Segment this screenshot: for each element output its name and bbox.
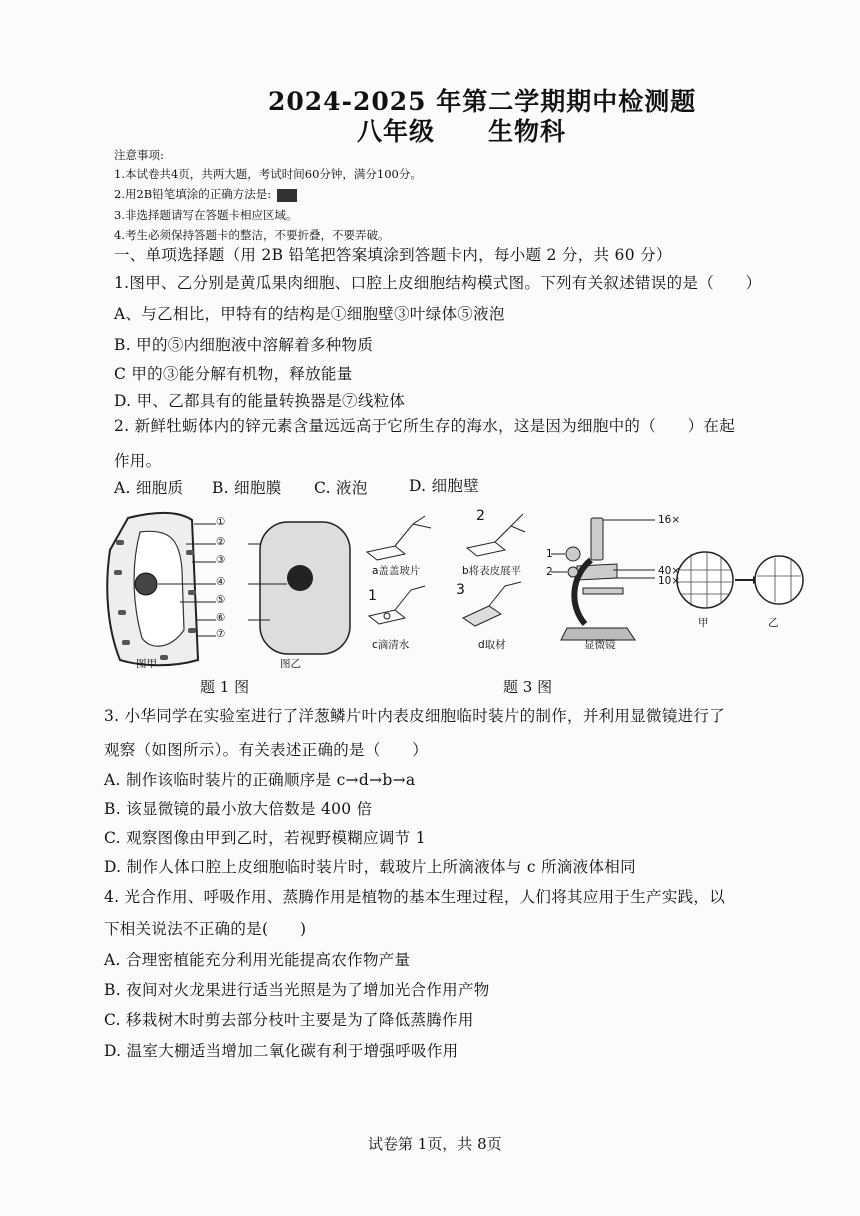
fig3-view-a-label: 甲 [698,617,709,629]
step-c-sketch [369,586,425,624]
q1-option-c: C 甲的③能分解有机物，释放能量 [114,365,353,383]
section-heading: 一、单项选择题（用 2B 铅笔把答案填涂到答题卡内，每小题 2 分，共 60 分） [114,246,672,264]
fig3-step-num-1: 1 [368,588,377,604]
animal-cell-nucleus [287,565,313,591]
q2-stem-1: 2. 新鲜牡蛎体内的锌元素含量远远高于它所生存的海水，这是因为细胞中的（ ）在起 [114,417,736,435]
fig1-num-7: ⑦ [216,628,226,640]
fig1-num-1: ① [216,516,226,528]
fig1-num-5: ⑤ [216,594,226,606]
q3-option-d: D. 制作人体口腔上皮细胞临时装片时，载玻片上所滴液体与 c 所滴液体相同 [104,858,636,876]
fig3-view-b-label: 乙 [768,617,779,629]
q2-stem-2: 作用。 [114,452,162,470]
plant-cell-nucleus [135,573,157,595]
q4-stem-1: 4. 光合作用、呼吸作用、蒸腾作用是植物的基本生理过程，人们将其应用于生产实践，以 [104,888,726,906]
q4-option-a: A. 合理密植能充分利用光能提高农作物产量 [104,951,411,969]
q4-option-b: B. 夜间对火龙果进行适当光照是为了增加光合作用产物 [104,981,490,999]
q3-option-c: C. 观察图像由甲到乙时，若视野模糊应调节 1 [104,829,426,847]
note-4: 4.考生必须保持答题卡的整洁，不要折叠，不要弄破。 [114,228,390,242]
fig3-step-c: c滴清水 [372,639,410,651]
q4-option-d: D. 温室大棚适当增加二氧化碳有利于增强呼吸作用 [104,1042,459,1060]
fig1-caption: 题 1 图 [200,678,250,696]
q2-option-c: C. 液泡 [314,479,368,497]
exam-title: 2024-2025 年第二学期期中检测题 [268,87,697,116]
view-jia-sketch [677,552,733,608]
fig3-mag-ocular: 16× [658,514,681,526]
fig3-mag-obj1: 40× [658,565,681,577]
fig3-caption: 题 3 图 [503,678,553,696]
fig3-step-num-3: 3 [456,582,465,598]
note-2 [114,186,297,202]
fig3-step-d: d取材 [478,639,506,651]
note-3: 3.非选择题请写在答题卡相应区域。 [114,208,298,222]
q1-option-a: A、与乙相比，甲特有的结构是①细胞壁③叶绿体⑤液泡 [114,305,505,323]
fig1-num-3: ③ [216,554,226,566]
fig3-knob-2: 2 [546,566,553,578]
q2-option-a: A. 细胞质 [114,479,184,497]
q2-option-d: D. 细胞壁 [409,477,480,495]
note-2-text: 2.用2B铅笔填涂的正确方法是: [114,187,272,201]
note-1: 1.本试卷共4页，共两大题，考试时间60分钟，满分100分。 [114,167,422,181]
view-yi-sketch [755,556,803,604]
microscope-sketch [551,518,655,640]
fig1-num-2: ② [216,536,226,548]
q3-option-b: B. 该显微镜的最小放大倍数是 400 倍 [104,800,373,818]
q4-option-c: C. 移栽树木时剪去部分枝叶主要是为了降低蒸腾作用 [104,1011,474,1029]
fig1-num-6: ⑥ [216,612,226,624]
fig3-step-b: b将表皮展平 [462,565,522,577]
q4-stem-2: 下相关说法不正确的是( ) [104,920,307,938]
q1-option-d: D. 甲、乙都具有的能量转换器是⑦线粒体 [114,392,406,410]
exam-subject: 生物科 [488,117,567,146]
fig3-mag-obj2: 10× [658,575,681,587]
notes-heading: 注意事项: [114,148,164,162]
step-d-sketch [463,582,521,626]
q1-option-b: B. 甲的⑤内细胞液中溶解着多种物质 [114,336,374,354]
q3-option-a: A. 制作该临时装片的正确顺序是 c→d→b→a [104,771,416,789]
fig1-label-b: 图乙 [280,658,301,670]
q3-stem-2: 观察（如图所示）。有关表述正确的是（ ） [104,741,429,759]
fig1-label-a: 图甲 [136,658,157,670]
fig1-num-4: ④ [216,576,226,588]
fig3-microscope-label: 显微镜 [584,639,616,651]
q3-stem-1: 3. 小华同学在实验室进行了洋葱鳞片叶内表皮细胞临时装片的制作，并利用显微镜进行了 [104,707,726,725]
q2-option-b: B. 细胞膜 [212,479,282,497]
fig3-step-num-2: 2 [476,508,485,524]
fig3-diagram [355,506,805,666]
exam-grade: 八年级 [357,117,436,146]
q1-stem: 1.图甲、乙分别是黄瓜果肉细胞、口腔上皮细胞结构模式图。下列有关叙述错误的是（ ） [114,274,762,292]
step-a-sketch [367,516,431,560]
filled-box-icon [277,189,297,202]
fig3-knob-1: 1 [546,548,553,560]
fig3-step-a: a盖盖玻片 [372,565,421,577]
page-footer: 试卷第 1页，共 8页 [368,1135,502,1153]
